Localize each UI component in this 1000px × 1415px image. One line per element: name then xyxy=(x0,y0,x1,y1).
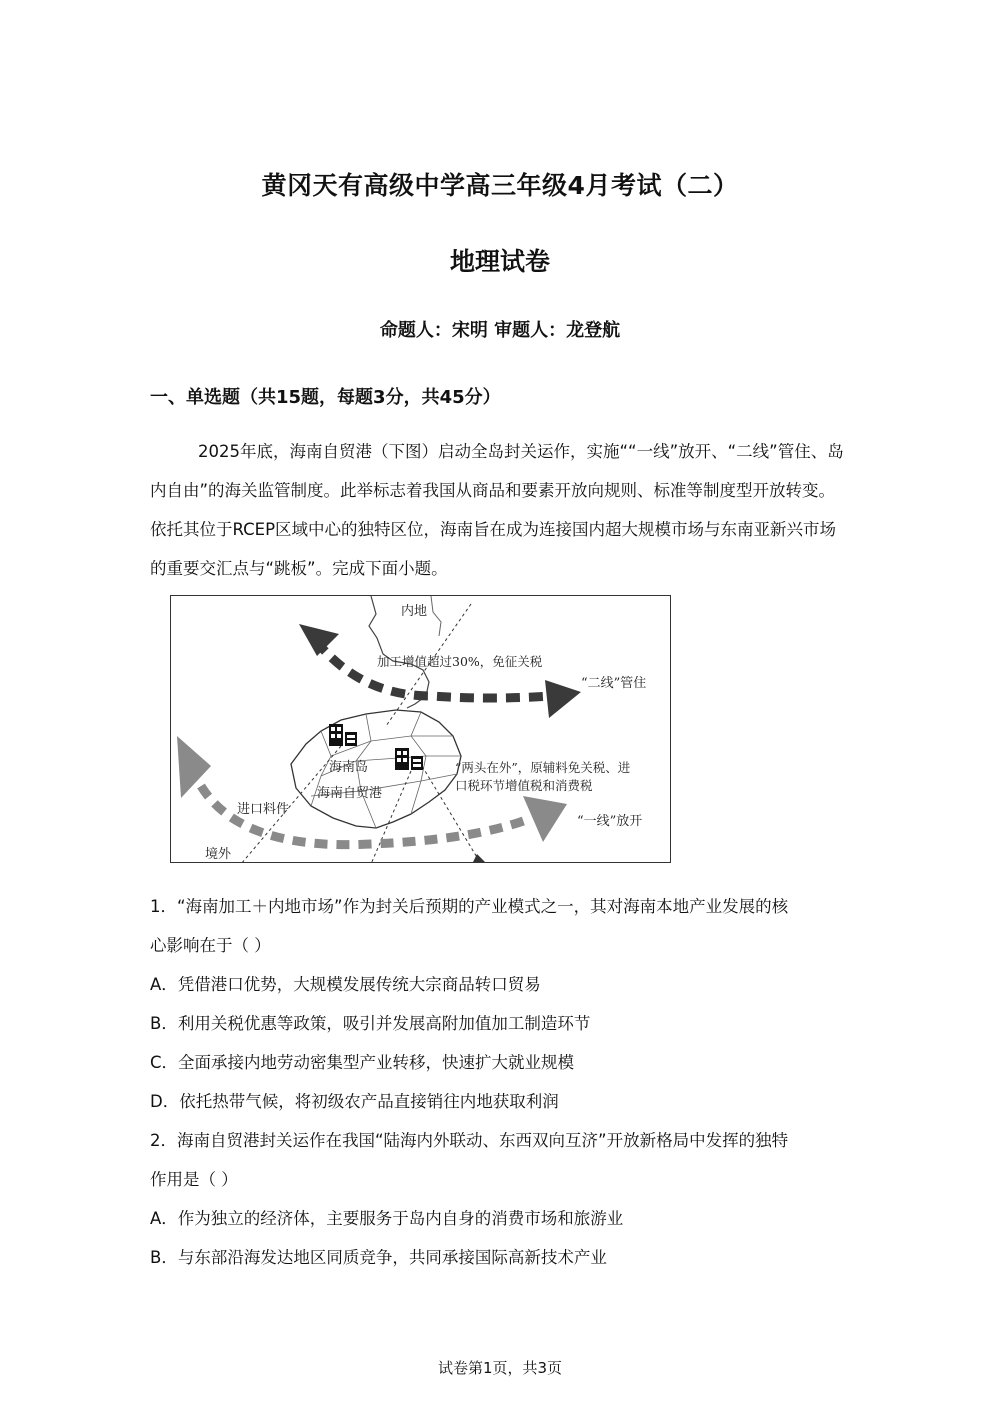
label-hainan-island: 海南岛 xyxy=(329,760,369,775)
label-imported: 进口料件 xyxy=(237,802,290,817)
question-1-option-c: C．全面承接内地劳动密集型产业转移，快速扩大就业规模 xyxy=(150,1053,575,1072)
label-abroad: 境外 xyxy=(205,847,232,862)
question-1-stem: 1．“海南加工＋内地市场”作为封关后预期的产业模式之一，其对海南本地产业发展的核 xyxy=(150,897,789,916)
question-2-option-b: B．与东部沿海发达地区同质竞争，共同承接国际高新技术产业 xyxy=(150,1248,607,1267)
question-2-stem: 2．海南自贸港封关运作在我国“陆海内外联动、东西双向互济”开放新格局中发挥的独特 xyxy=(150,1131,789,1150)
label-two-ends-2: 口税环节增值税和消费税 xyxy=(455,778,593,793)
question-2-stem-cont: 作用是（ ） xyxy=(150,1170,238,1189)
subject-title: 地理试卷 xyxy=(449,247,550,276)
label-hainan-ftp: 海南自贸港 xyxy=(317,786,383,801)
question-1-stem-cont: 心影响在于（ ） xyxy=(150,936,271,955)
page-footer: 试卷第1页，共3页 xyxy=(437,1359,563,1377)
label-value-added: 加工增值超过30%，免征关税 xyxy=(377,654,543,669)
hainan-map-figure xyxy=(170,595,671,863)
section-heading: 一、单选题（共15题，每题3分，共45分） xyxy=(150,387,501,408)
label-line1: “一线”放开 xyxy=(577,814,643,829)
question-1-option-a: A．凭借港口优势，大规模发展传统大宗商品转口贸易 xyxy=(150,975,541,994)
label-inland: 内地 xyxy=(401,604,428,619)
exam-title: 黄冈天有高级中学高三年级4月考试（二） xyxy=(261,171,739,200)
label-line2: “二线”管住 xyxy=(581,676,647,691)
authors-line: 命题人：宋明 审题人：龙登航 xyxy=(379,320,621,341)
intro-paragraph: 2025年底，海南自贸港（下图）启动全岛封关运作，实施““一线”放开、“二线”管住、岛内自由”的海关监管制度。此举标志着我国从商品和要素开放向规则、标准等制度型开放转变。依托其位于RCEP区域中心的独特区位，海南旨在成为连接国内超大规模市场与东南亚新兴市场的重要交汇点与“跳板”。完成下面小题。 xyxy=(150,442,844,578)
question-2-option-a: A．作为独立的经济体，主要服务于岛内自身的消费市场和旅游业 xyxy=(150,1209,624,1228)
question-1-option-d: D．依托热带气候，将初级农产品直接销往内地获取利润 xyxy=(150,1092,559,1111)
question-1-option-b: B．利用关税优惠等政策，吸引并发展高附加值加工制造环节 xyxy=(150,1014,591,1033)
label-two-ends-1: “两头在外”，原辅料免关税、进 xyxy=(455,760,631,775)
